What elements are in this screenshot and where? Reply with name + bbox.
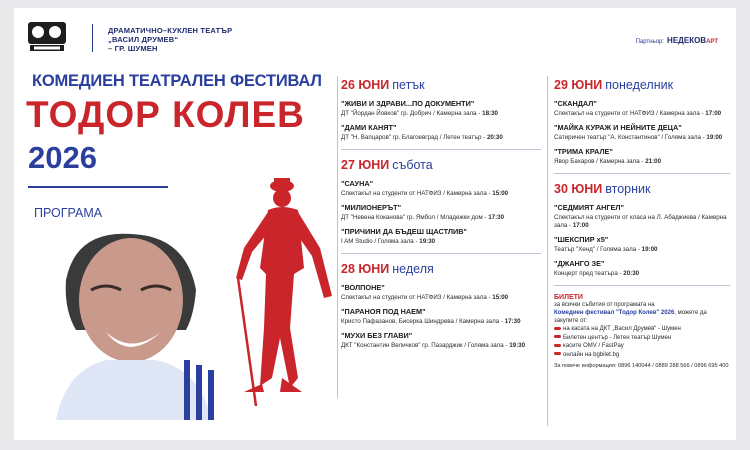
tickets-section [554,294,730,369]
bullet-icon [554,327,561,330]
ticket-outlet: на касата на ДКТ „Васил Друмев“ - Шумен [554,325,730,334]
partner-name: НЕДЕКОВ [667,36,707,45]
tickets-title: БИЛЕТИ [554,294,583,301]
tickets-line-3: закупите от: [554,318,588,324]
event: "МАЙКА КУРАЖ И НЕЙНИТЕ ДЕЦА" Сатиричен театър "А. Константинов" / Голяма зала - 19:00 [554,123,723,141]
day-30 [554,182,730,278]
contact-info: За повече информация: 0896 140044 / 0889 288 566 / 0896 695 400 [554,363,729,369]
event: "ЖИВИ И ЗДРАВИ...ПО ДОКУМЕНТИ" ДТ "Йордан Йовков" гр. Добрич / Камерна зала - 18:30 [341,99,498,117]
actor-portrait [36,220,221,420]
divider [554,285,730,286]
event: "ТРИМА КРАЛЕ" Явор Бахаров / Камерна зала - 21:00 [554,147,662,165]
event: "СЕДМИЯТ АНГЕЛ" Спектакъл на студенти от класа на Л. Абаджиева / Камерна зала - 17:00 [554,203,727,229]
day-heading: 30 ЮНИ вторник [554,182,651,196]
day-29 [554,78,730,166]
theatre-logo [28,22,66,52]
header-divider [92,24,93,52]
event: "МУХИ БЕЗ ГЛАВИ" ДКТ "Константин Величков" гр. Пазарджик / Голяма зала - 19:30 [341,331,526,349]
poster-header [26,20,726,56]
tickets-line-1: за всички събития от програмата на [554,302,655,308]
title-underline [28,186,168,188]
event: "ПАРАНОЯ ПОД НАЕМ" Кристо Пафазанов, Бисерка Шиндрева / Камерна зала - 17:30 [341,307,521,325]
column-divider-1 [337,76,338,398]
event: "СКАНДАЛ" Спектакъл на студенти от НАТФИЗ / Камерна зала - 17:00 [554,99,722,117]
day-28 [341,262,541,350]
theatre-line-2: „ВАСИЛ ДРУМЕВ“ [108,35,179,44]
bullet-icon [554,335,561,338]
ticket-outlet[interactable]: онлайн на bgbilet.bg [554,351,730,360]
festival-year: 2026 [28,140,97,175]
event: "ДЖАНГО ЗЕ" Концерт пред театъра - 20:30 [554,259,640,277]
day-heading: 27 ЮНИ събота [341,158,433,172]
ticket-outlet: Билетен център - Летен театър Шумен [554,334,730,343]
bullet-icon [554,352,561,355]
event: "ВОЛПОНЕ" Спектакъл на студенти от НАТФИЗ / Камерна зала - 15:00 [341,283,509,301]
event: "САУНА" Спектакъл на студенти от НАТФИЗ / Камерна зала - 15:00 [341,179,509,197]
divider [341,149,541,150]
schedule-column-1 [341,78,541,355]
day-26 [341,78,541,142]
dancer-figure [220,178,338,410]
event: "ДАМИ КАНЯТ" ДТ "Н. Вапцаров" гр. Благоевград / Летен театър - 20:30 [341,123,503,141]
day-heading: 26 ЮНИ петък [341,78,425,92]
divider [554,173,730,174]
divider [341,253,541,254]
festival-title: КОМЕДИЕН ТЕАТРАЛЕН ФЕСТИВАЛ [32,72,322,90]
event: "МИЛИОНЕРЪТ" ДТ "Невена Коканова" гр. Ямбол / Младежки дом - 17:30 [341,203,505,221]
theatre-line-3: – ГР. ШУМЕН [108,44,158,53]
partner-art: АРТ [706,39,718,45]
theatre-name [108,26,232,53]
schedule-column-2 [554,78,730,369]
program-label: ПРОГРАМА [34,206,103,220]
day-heading: 29 ЮНИ понеделник [554,78,674,92]
ticket-outlet: касите OMV / FastPay [554,342,730,351]
partner [636,36,718,45]
festival-poster [14,8,736,440]
partner-label: Партньор: [635,39,665,45]
tickets-line-2: Комедиен фестивал "Тодор Колев" 2026, можете да [554,310,707,316]
day-heading: 28 ЮНИ неделя [341,262,434,276]
column-divider-2 [547,76,548,426]
theatre-line-1: ДРАМАТИЧНО–КУКЛЕН ТЕАТЪР [108,26,233,35]
bullet-icon [554,344,561,347]
festival-name: ТОДОР КОЛЕВ [26,94,305,135]
day-27 [341,158,541,246]
event: "ШЕКСПИР x5" Театър "Хенд" / Голяма зала - 19:00 [554,235,658,253]
event: "ПРИЧИНИ ДА БЪДЕШ ЩАСТЛИВ" I AM Studio / Голяма зала - 19:30 [341,227,467,245]
